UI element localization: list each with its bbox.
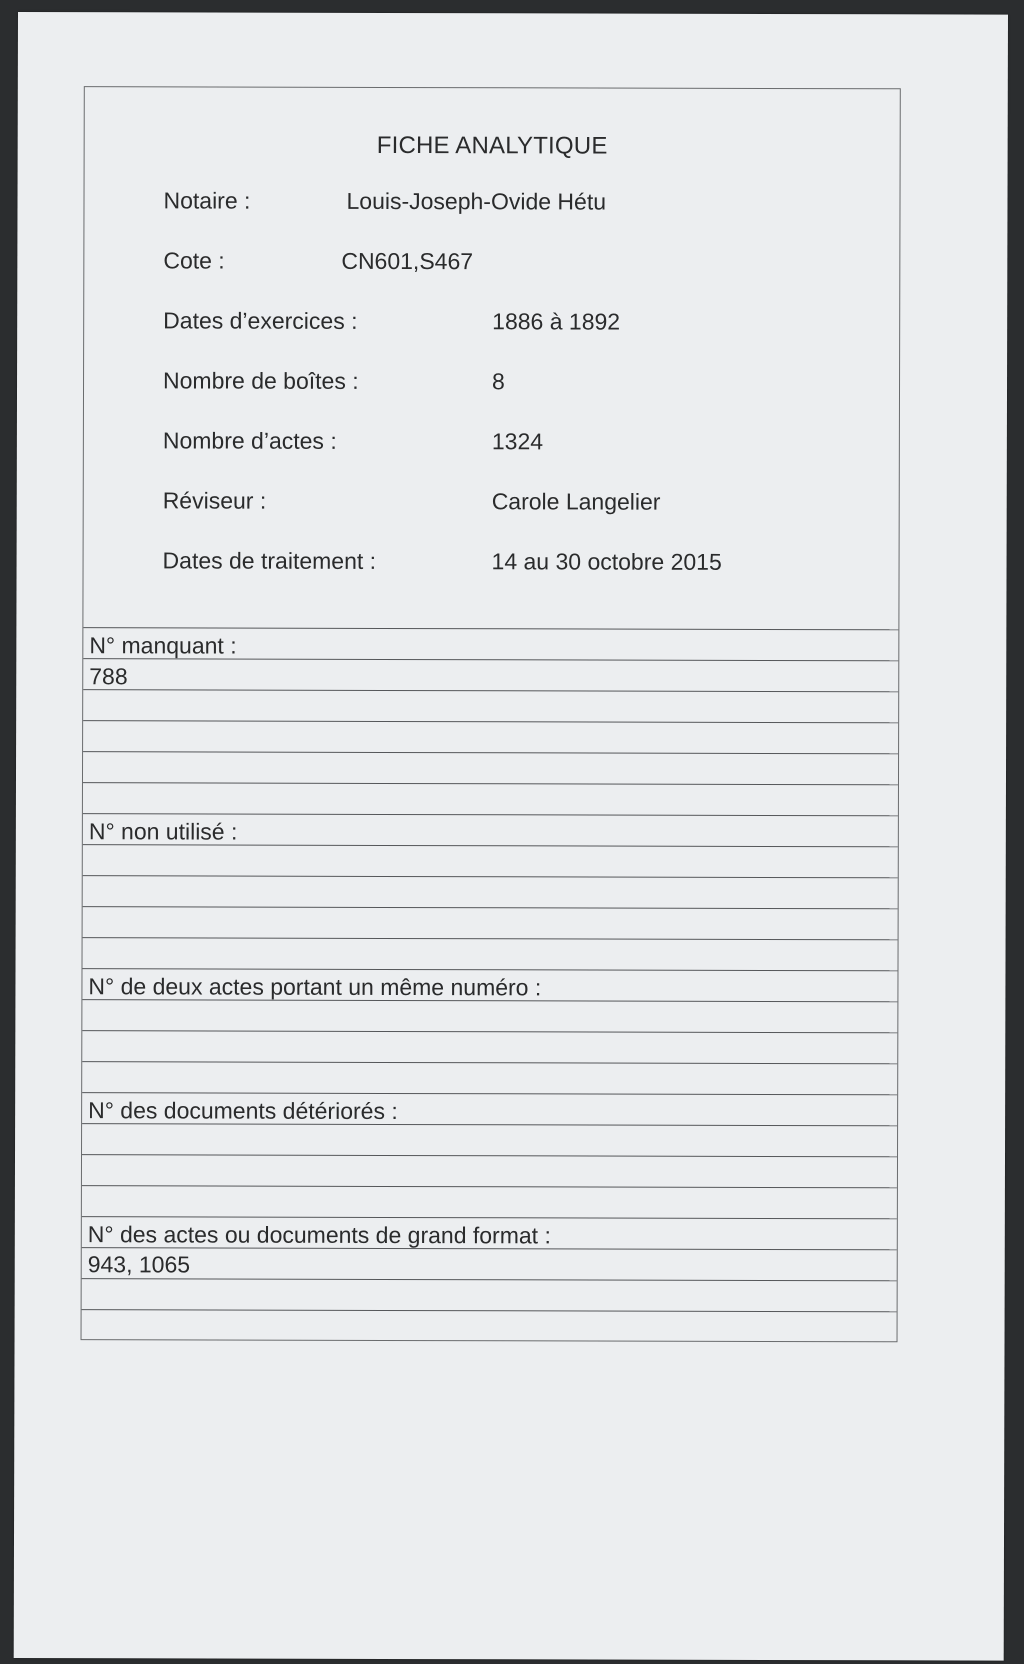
notaire-value: Louis-Joseph-Ovide Hétu xyxy=(346,187,607,215)
rule-line xyxy=(83,751,898,754)
manquant-label: N° manquant : xyxy=(89,632,237,659)
nombre-boites-value: 8 xyxy=(492,368,505,395)
deux-actes-label: N° de deux actes portant un même numéro : xyxy=(88,973,542,1001)
reviseur-value: Carole Langelier xyxy=(491,488,661,515)
rule-line xyxy=(83,875,898,878)
grand-format-value: 943, 1065 xyxy=(87,1251,191,1278)
analytic-form xyxy=(81,86,901,1342)
nombre-actes-label: Nombre d’actes : xyxy=(162,427,337,454)
form-title: FICHE ANALYTIQUE xyxy=(376,131,608,160)
rule-line xyxy=(82,968,897,971)
rule-line xyxy=(82,1309,897,1312)
rule-line xyxy=(82,1185,897,1188)
rule-line xyxy=(83,906,898,909)
rule-line xyxy=(82,1030,897,1033)
rule-line xyxy=(83,720,898,723)
rule-line xyxy=(82,1061,897,1064)
nombre-boites-label: Nombre de boîtes : xyxy=(163,367,359,394)
dates-exercices-label: Dates d’exercices : xyxy=(163,307,358,334)
cote-label: Cote : xyxy=(163,247,225,274)
paper-sheet xyxy=(14,12,1008,1661)
dates-traitement-value: 14 au 30 octobre 2015 xyxy=(491,548,722,575)
rule-line xyxy=(83,782,898,785)
dates-traitement-label: Dates de traitement : xyxy=(162,547,377,574)
rule-line xyxy=(82,1154,897,1157)
rule-line xyxy=(83,813,898,816)
nombre-actes-value: 1324 xyxy=(491,428,544,455)
non-utilise-label: N° non utilisé : xyxy=(88,818,238,845)
rule-line xyxy=(83,937,898,940)
grand-format-label: N° des actes ou documents de grand format : xyxy=(87,1221,551,1249)
rule-line xyxy=(82,1278,897,1281)
rule-line xyxy=(82,1092,897,1095)
rule-line xyxy=(83,689,898,692)
reviseur-label: Réviseur : xyxy=(162,487,267,514)
notaire-label: Notaire : xyxy=(163,187,251,214)
rule-line xyxy=(82,1216,897,1219)
rule-line xyxy=(83,627,898,630)
cote-value: CN601,S467 xyxy=(341,247,474,275)
dates-exercices-value: 1886 à 1892 xyxy=(492,308,621,335)
deteriores-label: N° des documents détériorés : xyxy=(88,1097,398,1124)
manquant-value: 788 xyxy=(89,663,128,690)
